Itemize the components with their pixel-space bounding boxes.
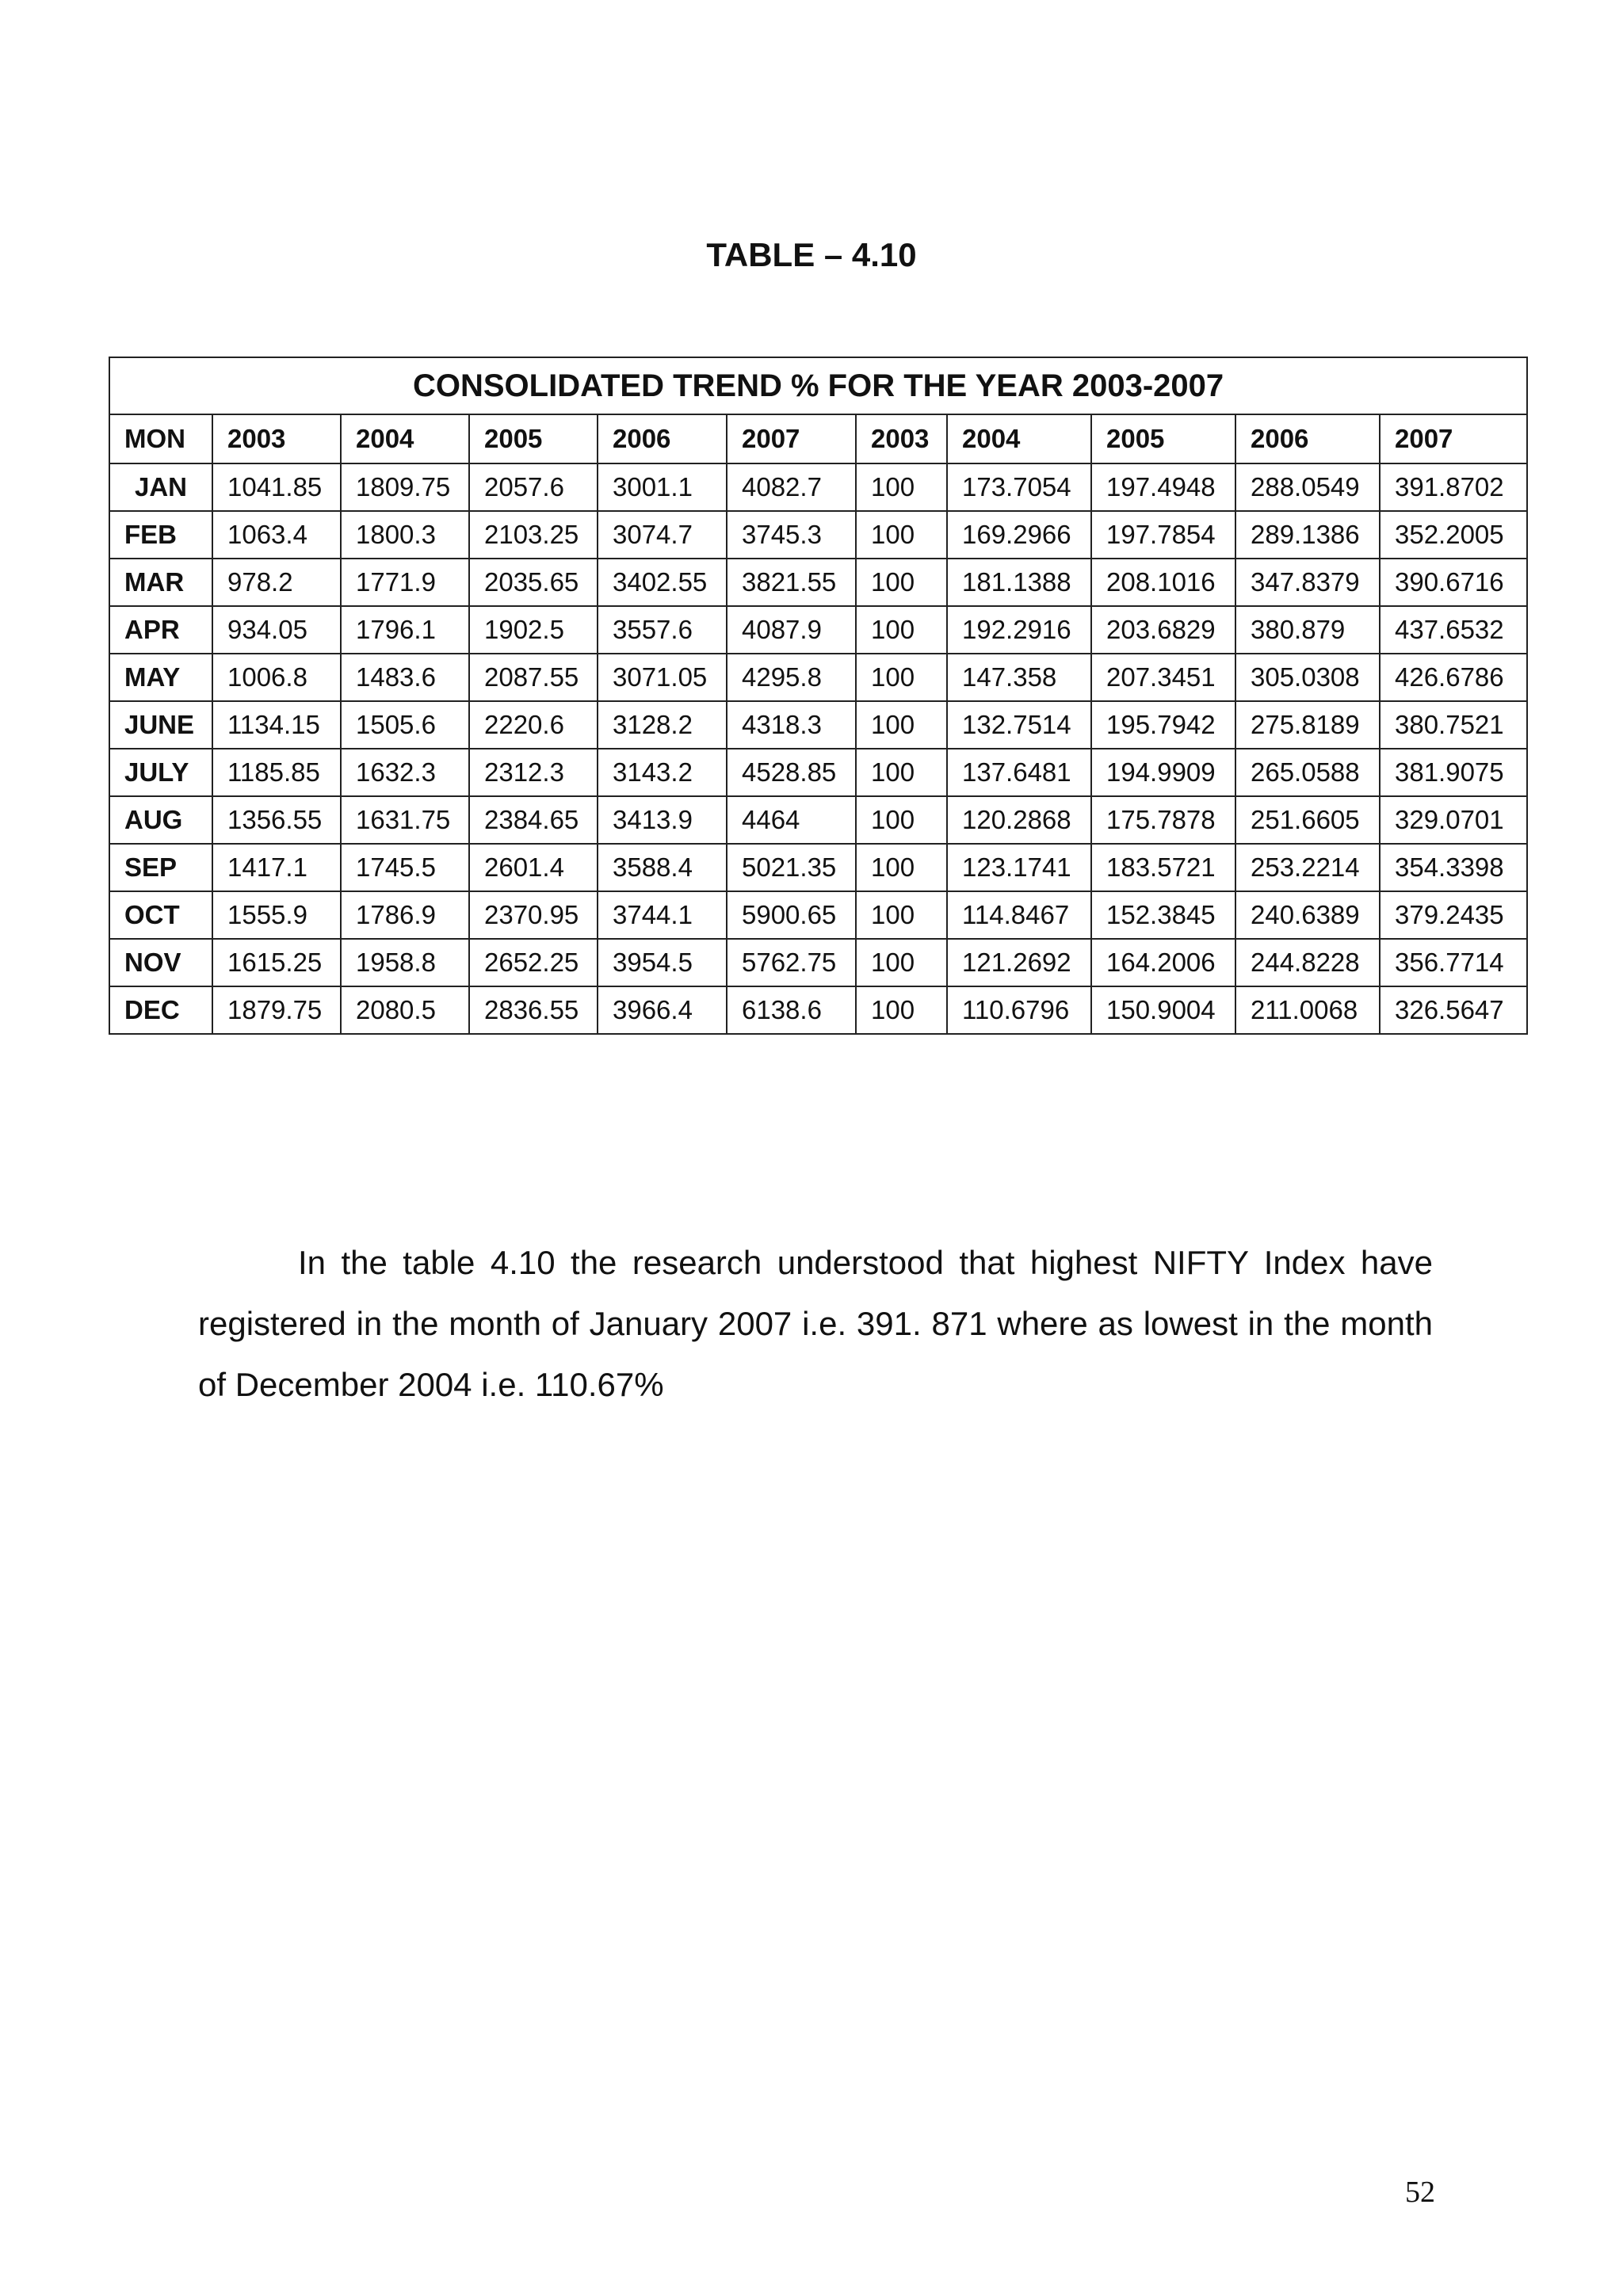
table-cell: 2220.6: [469, 701, 598, 749]
table-cell: 253.2214: [1235, 844, 1380, 891]
table-cell: 1483.6: [341, 654, 469, 701]
table-cell: 3413.9: [598, 796, 727, 844]
table-cell: 390.6716: [1380, 559, 1527, 606]
table-cell: 426.6786: [1380, 654, 1527, 701]
table-cell: 3588.4: [598, 844, 727, 891]
month-cell: JUNE: [109, 701, 212, 749]
table-cell: 1417.1: [212, 844, 341, 891]
table-cell: 132.7514: [947, 701, 1091, 749]
table-cell: 175.7878: [1091, 796, 1235, 844]
table-cell: 3821.55: [727, 559, 856, 606]
table-cell: 1809.75: [341, 463, 469, 511]
table-cell: 2057.6: [469, 463, 598, 511]
table-cell: 1631.75: [341, 796, 469, 844]
column-header: 2004: [947, 414, 1091, 463]
table-cell: 147.358: [947, 654, 1091, 701]
table-row: [109, 606, 1527, 654]
table-cell: 195.7942: [1091, 701, 1235, 749]
table-cell: 1771.9: [341, 559, 469, 606]
table-cell: 100: [856, 796, 947, 844]
table-cell: 203.6829: [1091, 606, 1235, 654]
column-header: 2003: [212, 414, 341, 463]
month-cell: FEB: [109, 511, 212, 559]
table-row: [109, 701, 1527, 749]
table-cell: 978.2: [212, 559, 341, 606]
month-cell: AUG: [109, 796, 212, 844]
table-cell: 1006.8: [212, 654, 341, 701]
table-cell: 1356.55: [212, 796, 341, 844]
table-cell: 352.2005: [1380, 511, 1527, 559]
table-cell: 1632.3: [341, 749, 469, 796]
table-cell: 1041.85: [212, 463, 341, 511]
month-cell: OCT: [109, 891, 212, 939]
month-cell: JULY: [109, 749, 212, 796]
table-cell: 347.8379: [1235, 559, 1380, 606]
table-row: [109, 511, 1527, 559]
table-cell: 2652.25: [469, 939, 598, 986]
column-header: 2005: [1091, 414, 1235, 463]
table-row: [109, 654, 1527, 701]
table-cell: 1796.1: [341, 606, 469, 654]
table-row: [109, 463, 1527, 511]
table-cell: 4528.85: [727, 749, 856, 796]
table-cell: 3071.05: [598, 654, 727, 701]
table-row: [109, 891, 1527, 939]
table-cell: 305.0308: [1235, 654, 1380, 701]
table-cell: 329.0701: [1380, 796, 1527, 844]
month-cell: DEC: [109, 986, 212, 1034]
table-cell: 3745.3: [727, 511, 856, 559]
month-cell: JAN: [109, 463, 212, 511]
table-cell: 934.05: [212, 606, 341, 654]
table-cell: 100: [856, 463, 947, 511]
table-cell: 114.8467: [947, 891, 1091, 939]
table-cell: 380.7521: [1380, 701, 1527, 749]
table-cell: 437.6532: [1380, 606, 1527, 654]
table-cell: 354.3398: [1380, 844, 1527, 891]
table-cell: 4295.8: [727, 654, 856, 701]
table-cell: 3954.5: [598, 939, 727, 986]
table-cell: 2087.55: [469, 654, 598, 701]
table-row: [109, 559, 1527, 606]
table-cell: 5762.75: [727, 939, 856, 986]
table-cell: 110.6796: [947, 986, 1091, 1034]
table-cell: 3557.6: [598, 606, 727, 654]
table-cell: 379.2435: [1380, 891, 1527, 939]
table-cell: 2601.4: [469, 844, 598, 891]
month-cell: MAY: [109, 654, 212, 701]
table-cell: 1786.9: [341, 891, 469, 939]
table-cell: 1134.15: [212, 701, 341, 749]
table-cell: 181.1388: [947, 559, 1091, 606]
table-cell: 1745.5: [341, 844, 469, 891]
table-header-row: [109, 414, 1527, 463]
table-cell: 3744.1: [598, 891, 727, 939]
table-cell: 2312.3: [469, 749, 598, 796]
column-header: 2004: [341, 414, 469, 463]
table-cell: 1555.9: [212, 891, 341, 939]
table-cell: 2836.55: [469, 986, 598, 1034]
page-number: 52: [1405, 2176, 1435, 2209]
table-cell: 5021.35: [727, 844, 856, 891]
table-cell: 208.1016: [1091, 559, 1235, 606]
table-cell: 100: [856, 939, 947, 986]
trend-table: [109, 357, 1528, 1035]
table-cell: 4082.7: [727, 463, 856, 511]
table-cell: 207.3451: [1091, 654, 1235, 701]
table-cell: 120.2868: [947, 796, 1091, 844]
table-cell: 192.2916: [947, 606, 1091, 654]
table-cell: 1185.85: [212, 749, 341, 796]
page-title: TABLE – 4.10: [706, 236, 917, 273]
column-header: MON: [109, 414, 212, 463]
table-cell: 121.2692: [947, 939, 1091, 986]
table-cell: 326.5647: [1380, 986, 1527, 1034]
table-cell: 3402.55: [598, 559, 727, 606]
table-cell: 356.7714: [1380, 939, 1527, 986]
table-cell: 100: [856, 654, 947, 701]
table-cell: 100: [856, 511, 947, 559]
table-cell: 100: [856, 701, 947, 749]
column-header: 2007: [727, 414, 856, 463]
table-cell: 183.5721: [1091, 844, 1235, 891]
table-cell: 4464: [727, 796, 856, 844]
column-header: 2007: [1380, 414, 1527, 463]
table-cell: 137.6481: [947, 749, 1091, 796]
month-cell: APR: [109, 606, 212, 654]
table-cell: 2103.25: [469, 511, 598, 559]
table-cell: 3966.4: [598, 986, 727, 1034]
month-cell: MAR: [109, 559, 212, 606]
table-cell: 381.9075: [1380, 749, 1527, 796]
table-cell: 100: [856, 559, 947, 606]
table-cell: 1063.4: [212, 511, 341, 559]
table-cell: 197.4948: [1091, 463, 1235, 511]
table-cell: 4318.3: [727, 701, 856, 749]
table-cell: 4087.9: [727, 606, 856, 654]
table-row: [109, 749, 1527, 796]
table-cell: 1615.25: [212, 939, 341, 986]
table-cell: 2035.65: [469, 559, 598, 606]
month-cell: SEP: [109, 844, 212, 891]
table-cell: 3001.1: [598, 463, 727, 511]
table-cell: 123.1741: [947, 844, 1091, 891]
table-cell: 240.6389: [1235, 891, 1380, 939]
table-cell: 380.879: [1235, 606, 1380, 654]
table-cell: 289.1386: [1235, 511, 1380, 559]
table-row: [109, 796, 1527, 844]
table-cell: 288.0549: [1235, 463, 1380, 511]
column-header: 2003: [856, 414, 947, 463]
table-cell: 194.9909: [1091, 749, 1235, 796]
table-cell: 100: [856, 891, 947, 939]
table-cell: 2080.5: [341, 986, 469, 1034]
table-cell: 152.3845: [1091, 891, 1235, 939]
table-cell: 100: [856, 986, 947, 1034]
table-cell: 2370.95: [469, 891, 598, 939]
column-header: 2006: [598, 414, 727, 463]
table-row: [109, 844, 1527, 891]
table-cell: 3143.2: [598, 749, 727, 796]
table-cell: 2384.65: [469, 796, 598, 844]
table-cell: 1958.8: [341, 939, 469, 986]
table-cell: 211.0068: [1235, 986, 1380, 1034]
table-cell: 100: [856, 844, 947, 891]
table-cell: 173.7054: [947, 463, 1091, 511]
table-cell: 169.2966: [947, 511, 1091, 559]
table-cell: 3074.7: [598, 511, 727, 559]
table-cell: 265.0588: [1235, 749, 1380, 796]
table-cell: 391.8702: [1380, 463, 1527, 511]
table-row: [109, 939, 1527, 986]
column-header: 2006: [1235, 414, 1380, 463]
table-cell: 6138.6: [727, 986, 856, 1034]
table-cell: 3128.2: [598, 701, 727, 749]
table-cell: 1800.3: [341, 511, 469, 559]
table-cell: 1505.6: [341, 701, 469, 749]
month-cell: NOV: [109, 939, 212, 986]
column-header: 2005: [469, 414, 598, 463]
table-cell: 244.8228: [1235, 939, 1380, 986]
body-paragraph: In the table 4.10 the research understood that highest NIFTY Index have registered in the month of January 2007 i.e. 391. 871 where as lowest in the month of December 2004 i.e. 110.67%: [198, 1244, 1433, 1403]
table-body: [109, 463, 1527, 1034]
table-cell: 1902.5: [469, 606, 598, 654]
table-cell: 5900.65: [727, 891, 856, 939]
table-cell: 1879.75: [212, 986, 341, 1034]
table-row: [109, 986, 1527, 1034]
table-cell: 150.9004: [1091, 986, 1235, 1034]
table-cell: 197.7854: [1091, 511, 1235, 559]
table-caption: CONSOLIDATED TREND % FOR THE YEAR 2003-2007: [109, 357, 1527, 414]
table-cell: 100: [856, 749, 947, 796]
table-cell: 100: [856, 606, 947, 654]
table-cell: 164.2006: [1091, 939, 1235, 986]
table-cell: 251.6605: [1235, 796, 1380, 844]
table-cell: 275.8189: [1235, 701, 1380, 749]
